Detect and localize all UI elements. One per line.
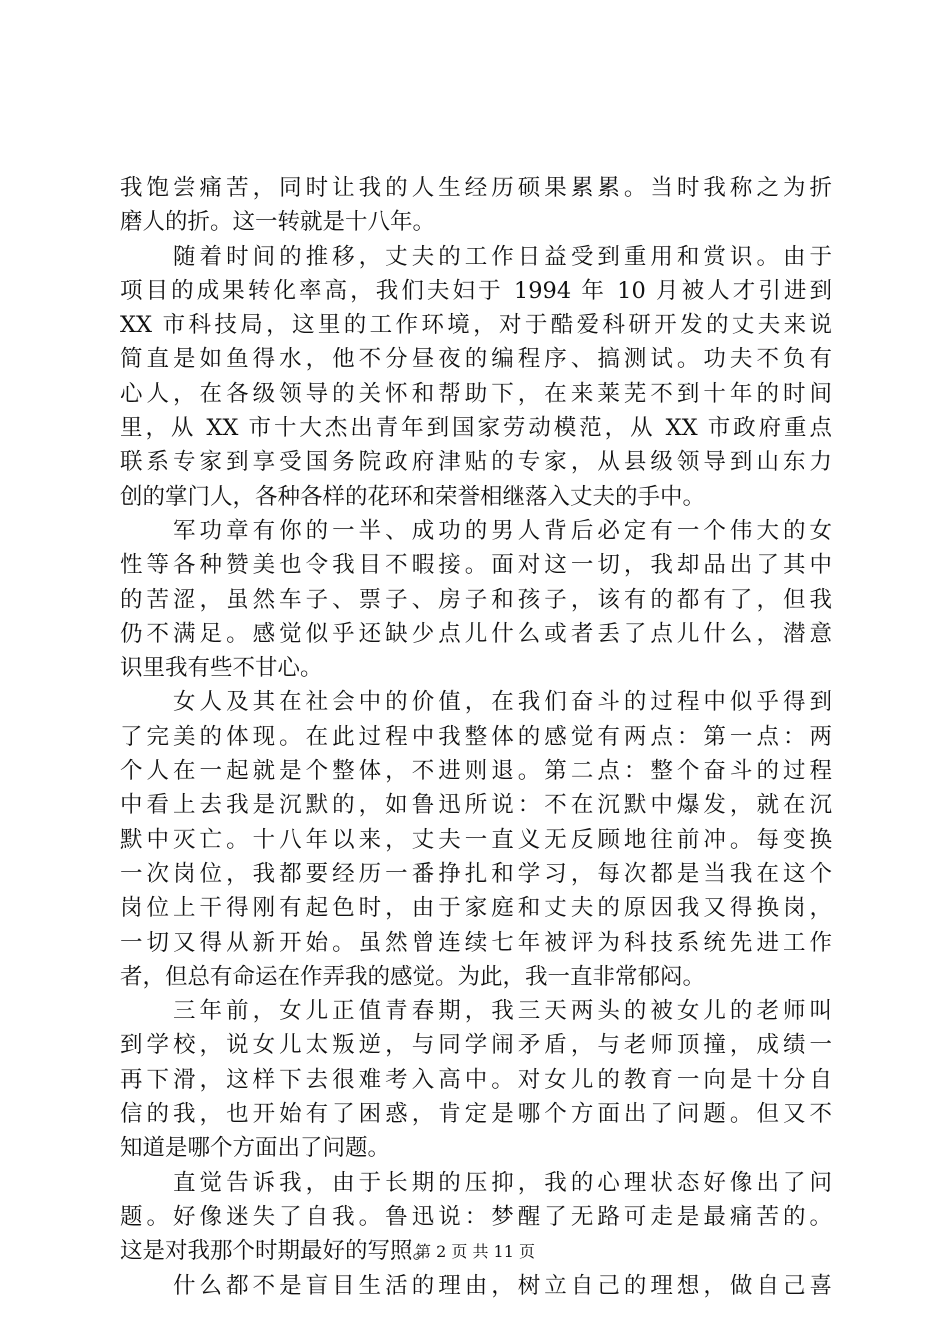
text-line: 的苦涩，虽然车子、票子、房子和孩子，该有的都有了，但我 [120, 586, 832, 613]
text-line: 知道是哪个方面出了问题。 [120, 1135, 391, 1162]
text-line: 我饱尝痛苦，同时让我的人生经历硕果累累。当时我称之为折 [120, 175, 832, 201]
text-line: 个人在一起就是个整体，不进则退。第二点：整个奋斗的过程 [120, 758, 832, 785]
text-line: 性等各种赞美也令我目不暇接。面对这一切，我却品出了其中 [120, 552, 832, 579]
text-line: 女人及其在社会中的价值，在我们奋斗的过程中似乎得到 [120, 689, 832, 716]
text-line: 识里我有些不甘心。 [120, 655, 323, 682]
text-line: 直觉告诉我，由于长期的压抑，我的心理状态好像出了问 [120, 1169, 832, 1196]
text-line: 了完美的体现。在此过程中我整体的感觉有两点：第一点：两 [120, 723, 832, 750]
text-line: 这是对我那个时期最好的写照。 [120, 1238, 436, 1265]
text-line: 者，但总有命运在作弄我的感觉。为此，我一直非常郁闷。 [120, 963, 706, 990]
text-line: 心人，在各级领导的关怀和帮助下，在来莱芜不到十年的时间 [120, 380, 832, 407]
text-line: 题。好像迷失了自我。鲁迅说：梦醒了无路可走是最痛苦的。 [120, 1203, 832, 1230]
page-number-footer: 第 2 页 共 11 页 [415, 1242, 535, 1261]
text-line: 中看上去我是沉默的，如鲁迅所说：不在沉默中爆发，就在沉 [120, 792, 832, 819]
text-line: 信的我，也开始有了困惑，肯定是哪个方面出了问题。但又不 [120, 1101, 832, 1128]
text-line: 项目的成果转化率高，我们夫妇于 1994 年 10 月被人才引进到 [120, 277, 832, 304]
text-line: 三年前，女儿正值青春期，我三天两头的被女儿的老师叫 [120, 998, 832, 1025]
text-line: 创的掌门人，各种各样的花环和荣誉相继落入丈夫的手中。 [120, 483, 706, 510]
text-line: 联系专家到享受国务院政府津贴的专家，从县级领导到山东力 [120, 449, 832, 476]
text-line: 随着时间的推移，丈夫的工作日益受到重用和赏识。由于 [120, 243, 832, 270]
text-line: 一次岗位，我都要经历一番挣扎和学习，每次都是当我在这个 [120, 860, 832, 887]
document-body [120, 171, 832, 1303]
text-line: 里，从 XX 市十大杰出青年到国家劳动模范，从 XX 市政府重点 [120, 415, 832, 442]
text-line: 默中灭亡。十八年以来，丈夫一直义无反顾地往前冲。每变换 [120, 826, 832, 853]
text-line: 简直是如鱼得水，他不分昼夜的编程序、搞测试。功夫不负有 [120, 346, 832, 373]
text-line: 军功章有你的一半、成功的男人背后必定有一个伟大的女 [120, 517, 832, 544]
text-line: XX 市科技局，这里的工作环境，对于酷爱科研开发的丈夫来说 [120, 312, 832, 339]
text-line: 一切又得从新开始。虽然曾连续七年被评为科技系统先进工作 [120, 929, 832, 956]
text-line: 仍不满足。感觉似乎还缺少点儿什么或者丢了点儿什么，潜意 [120, 620, 832, 647]
text-line: 岗位上干得刚有起色时，由于家庭和丈夫的原因我又得换岗， [120, 895, 832, 922]
text-line: 什么都不是盲目生活的理由，树立自己的理想，做自己喜 [120, 1272, 832, 1299]
text-line: 再下滑，这样下去很难考入高中。对女儿的教育一向是十分自 [120, 1066, 832, 1093]
text-line: 磨人的折。这一转就是十八年。 [120, 209, 436, 236]
text-line: 到学校，说女儿太叛逆，与同学闹矛盾，与老师顶撞，成绩一 [120, 1032, 832, 1059]
